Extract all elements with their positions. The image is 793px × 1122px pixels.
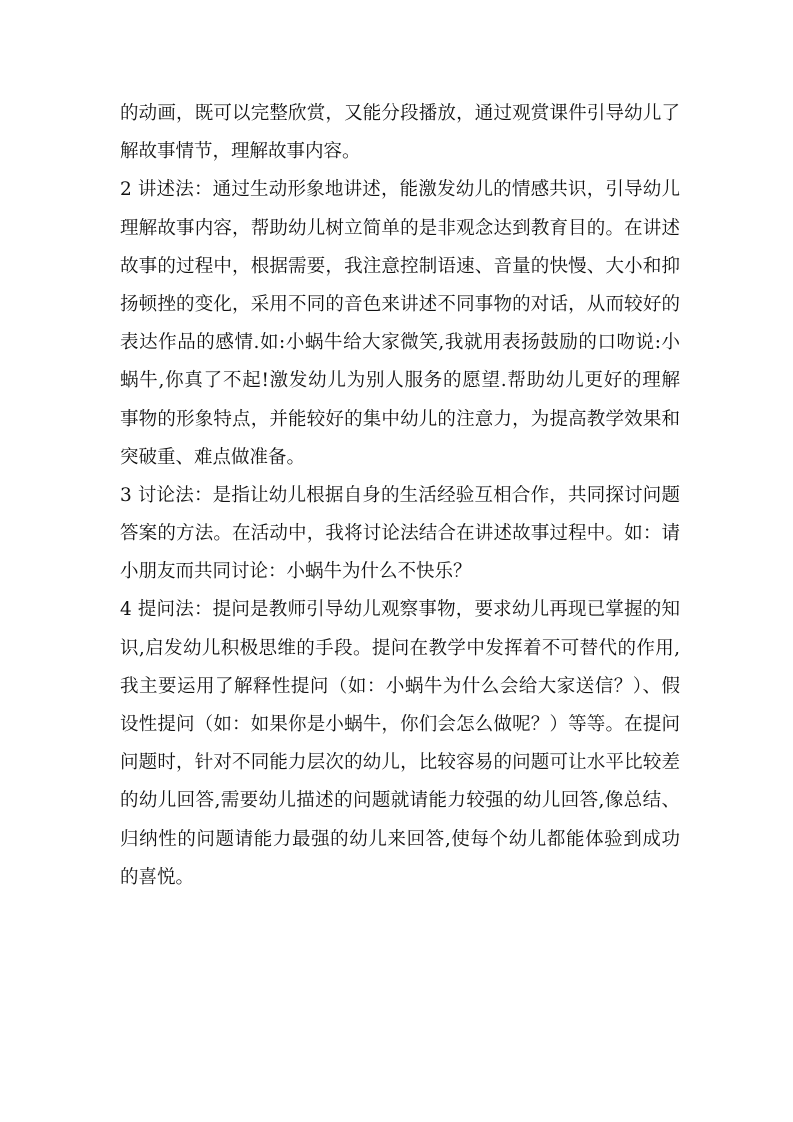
- text-line: 蜗牛,你真了不起!激发幼儿为别人服务的愿望.帮助幼儿更好的理解: [120, 370, 680, 392]
- text-line: 的动画，既可以完整欣赏，又能分段播放，通过观赏课件引导幼儿了: [120, 103, 680, 124]
- text-line: 3 讨论法：是指让幼儿根据自身的生活经验互相合作，共同探讨问题: [120, 484, 680, 506]
- text-line: 设性提问（如：如果你是小蜗牛，你们会怎么做呢？）等等。在提问: [120, 714, 680, 735]
- text-line: 表达作品的感情.如:小蜗牛给大家微笑,我就用表扬鼓励的口吻说:小: [120, 332, 680, 354]
- text-line: 理解故事内容，帮助幼儿树立简单的是非观念达到教育目的。在讲述: [120, 217, 680, 239]
- text-line: 的幼儿回答,需要幼儿描述的问题就请能力较强的幼儿回答,像总结、: [120, 790, 680, 812]
- text-line: 4 提问法：提问是教师引导幼儿观察事物，要求幼儿再现已掌握的知: [120, 599, 680, 621]
- text-line: 我主要运用了解释性提问（如：小蜗牛为什么会给大家送信？）、假: [120, 675, 680, 697]
- body-text: [120, 95, 680, 897]
- text-line: 问题时，针对不同能力层次的幼儿，比较容易的问题可让水平比较差: [120, 752, 680, 774]
- text-line: 扬顿挫的变化，采用不同的音色来讲述不同事物的对话，从而较好的: [120, 293, 680, 315]
- text-line: 故事的过程中，根据需要，我注意控制语速、音量的快慢、大小和抑: [120, 255, 680, 277]
- text-line: 识,启发幼儿积极思维的手段。提问在教学中发挥着不可替代的作用,: [120, 637, 680, 659]
- text-line: 事物的形象特点，并能较好的集中幼儿的注意力，为提高教学效果和: [120, 408, 680, 430]
- text-line: 的喜悦。: [120, 866, 195, 888]
- text-line: 答案的方法。在活动中，我将讨论法结合在讲述故事过程中。如：请: [120, 523, 680, 545]
- text-line: 解故事情节，理解故事内容。: [120, 141, 361, 163]
- text-line: 小朋友而共同讨论：小蜗牛为什么不快乐？: [120, 561, 472, 583]
- text-line: 归纳性的问题请能力最强的幼儿来回答,使每个幼儿都能体验到成功: [120, 828, 680, 850]
- text-line: 2 讲述法：通过生动形象地讲述，能激发幼儿的情感共识，引导幼儿: [120, 179, 680, 201]
- text-line: 突破重、难点做准备。: [120, 446, 306, 468]
